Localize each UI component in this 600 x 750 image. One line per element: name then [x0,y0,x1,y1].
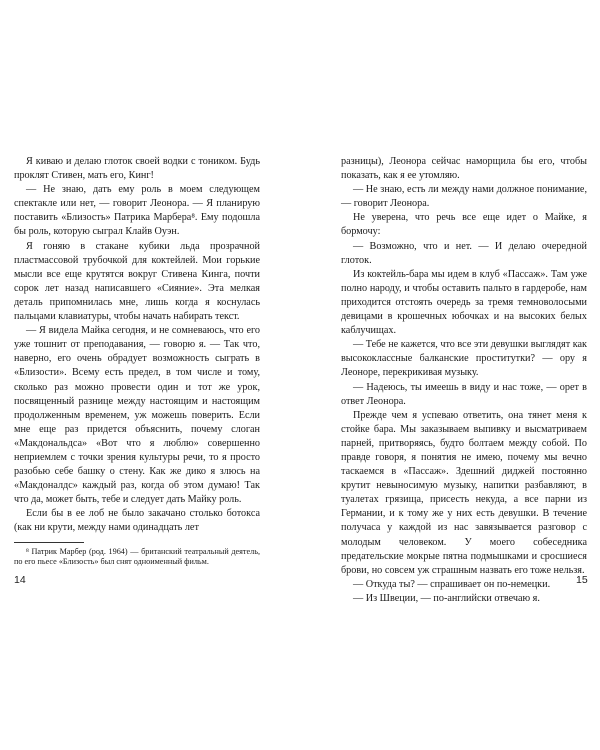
left-paragraph-5: Если бы в ее лоб не было закачано столько ботокса (как ни крути, между нами одинадцать лет [14,508,260,534]
right-paragraph-3: Не уверена, что речь все еще идет о Майке, я бормочу: [341,212,587,238]
left-paragraph-2: — Не знаю, дать ему роль в моем следующем спектакле или нет, — говорит Леонора. — Я планирую поставить «Близость» Патрика Марбера⁸. Ему подошла бы роль, которую сыграл Клайв Оуэн. [14,184,260,238]
footnote: ⁸ Патрик Марбер (род. 1964) — британский театральный деятель, по его пьесе «Близость» был снят одноименный фильм. [14,546,260,567]
right-paragraph-2: — Не знаю, есть ли между нами должное понимание, — говорит Леонора. [341,184,587,210]
right-paragraph-8: Прежде чем я успеваю ответить, она тянет меня к стойке бара. Мы заказываем выпивку и высматриваем парней, притворяясь, будто болтаем между собой. По правде говоря, я понятия не имею, почему мы вечно таскаемся в «Пассаж». Здешний диджей постоянно крутит невыносимую музыку, напитки разбавляют, в туалетах грязища, присесть некуда, а все парни из Германии, и к тому же у них есть девушки. В течение получаса у каждой из нас завязывается разговор с молодым человеком. У моего собеседника предательские мокрые пятна подмышками и сросшиеся брови, но совсем уж страшным назвать его тоже нельзя. [341,409,587,576]
right-paragraph-5: Из коктейль-бара мы идем в клуб «Пассаж». Там уже полно народу, и чтобы оставить пальто в гардеробе, нам приходится отстоять очередь за тремя темноволосыми девицами в крошечных юбочках и на высоких белых каблучищах. [341,268,587,337]
footnote-divider [14,542,84,543]
right-paragraph-10: — Из Швеции, — по-английски отвечаю я. [353,592,540,604]
left-page [14,155,260,568]
right-paragraph-9: — Откуда ты? — спрашивает он по-немецки. [353,578,551,590]
page-number-right: 15 [576,574,588,586]
right-paragraph-4: — Возможно, что и нет. — И делаю очередной глоток. [341,240,587,266]
right-paragraph-6: — Тебе не кажется, что все эти девушки выглядят как высококлассные балканские проститутки? — ору я Леоноре, перекрикивая музыку. [341,339,587,379]
right-paragraph-1: разницы), Леонора сейчас наморщила бы его, чтобы показать, как я ее утомляю. [341,156,587,182]
right-page [341,155,587,606]
page-number-left: 14 [14,574,26,586]
left-paragraph-1: Я киваю и делаю глоток своей водки с тоником. Будь проклят Стивен, мать его, Кинг! [14,156,260,182]
left-paragraph-3: Я гоняю в стакане кубики льда прозрачной пластмассовой трубочкой для коктейлей. Мои горькие мысли все еще крутятся вокруг Стивена Кинга, почти сорок лет назад написавшего «Сияние». Эта мелкая деталь припомнилась мне, лишь когда я коснулась пальцами клавиатуры, чтобы начать набирать текст. [14,240,260,323]
right-paragraph-7: — Надеюсь, ты имеешь в виду и нас тоже, — орет в ответ Леонора. [341,381,587,407]
left-paragraph-4: — Я видела Майка сегодня, и не сомневаюсь, что его уже тошнит от преподавания, — говорю я. — Так что, наверно, его очень обрадует возможность сыграть в «Близости». Всему есть предел, в том числе и тому, сколько раз можно провести один и тот же урок, посвященный разнице между настоящим и настоящим продолженным временем, уж можешь поверить. Если мне еще раз придется объяснить, почему слоган «Макдональдса» «Вот что я люблю» совершенно неприемлем с точки зрения культуры речи, то я просто разобью себе башку о стену. Как же дико я злюсь на «Макдоналдс» каждый раз, когда об этом думаю! Так что да, может быть, тебе и следует дать Майку роль. [14,325,260,506]
